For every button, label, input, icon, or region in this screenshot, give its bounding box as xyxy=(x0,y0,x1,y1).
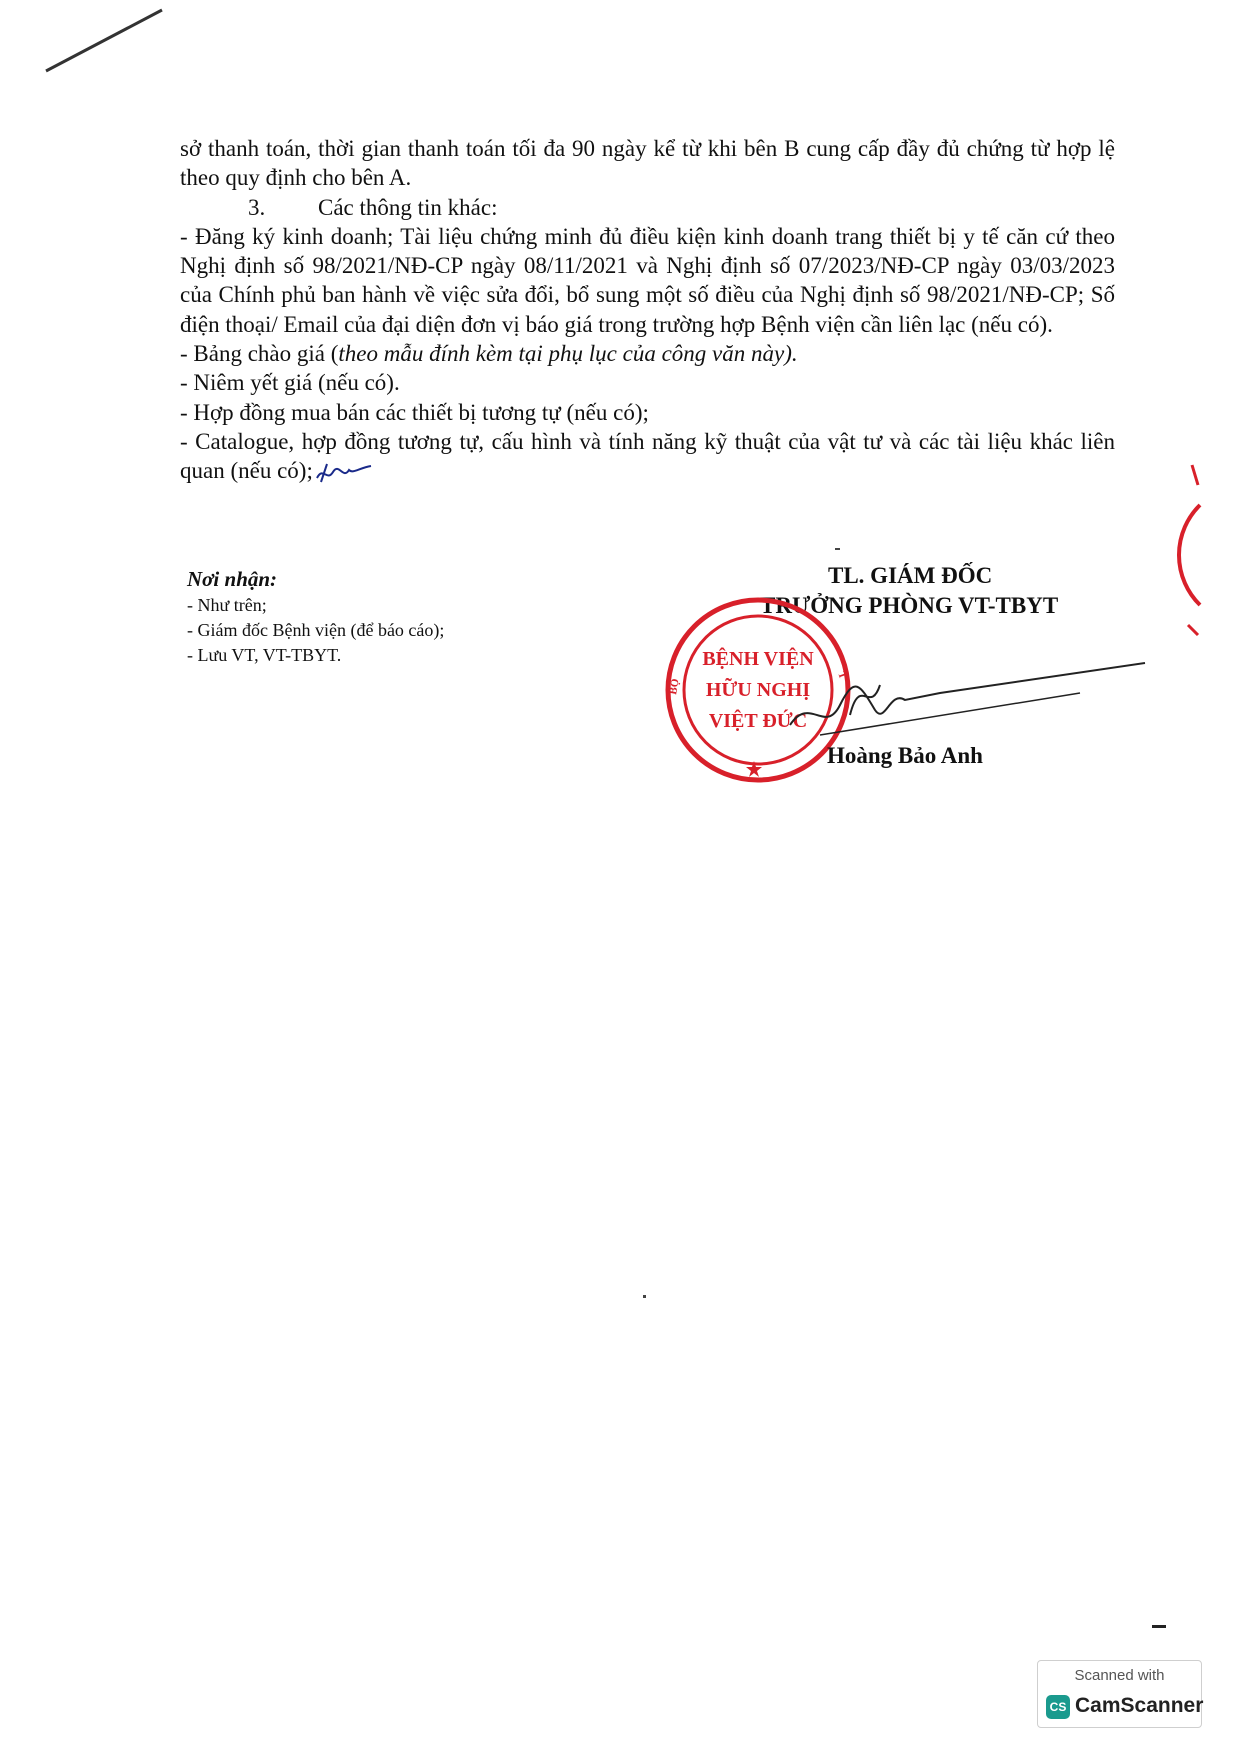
signature-title-line2: TRƯỞNG PHÒNG VT-TBYT xyxy=(760,593,1059,618)
item-3-label: Các thông tin khác: xyxy=(318,194,498,220)
scan-speck xyxy=(1152,1625,1166,1628)
signature-block xyxy=(660,555,1140,795)
camscanner-logo-icon: CS xyxy=(1046,1695,1070,1719)
paragraph-continuation: sở thanh toán, thời gian thanh toán tối đa 90 ngày kể từ khi bên B cung cấp đầy đủ chứng từ hợp lệ theo quy định cho bên A. xyxy=(180,136,1115,191)
camscanner-brand: CamScanner xyxy=(1075,1694,1204,1717)
scan-speck xyxy=(643,1295,646,1298)
recipient-item: - Lưu VT, VT-TBYT. xyxy=(187,645,342,665)
item-3-number: 3. xyxy=(248,194,266,220)
recipients-heading: Nơi nhận: xyxy=(187,567,278,591)
svg-text:BỘ: BỘ xyxy=(667,677,682,696)
bullet-contracts: - Hợp đồng mua bán các thiết bị tương tự (nếu có); xyxy=(180,399,649,425)
signature-title-line1: TL. GIÁM ĐỐC xyxy=(828,563,993,588)
bullet-price-listing: - Niêm yết giá (nếu có). xyxy=(180,370,400,396)
scan-speck xyxy=(835,548,840,550)
svg-text:VIỆT ĐỨC: VIỆT ĐỨC xyxy=(708,710,808,732)
bullet-catalogue: - Catalogue, hợp đồng tương tự, cấu hình và tính năng kỹ thuật của vật tư và các tài liệu khác liên quan (nếu có); xyxy=(180,427,1115,486)
recipients-block xyxy=(187,565,547,668)
recipient-item: - Như trên; xyxy=(187,595,267,615)
partial-stamp-edge xyxy=(1162,455,1202,655)
bullet-price-quote: - Bảng chào giá (theo mẫu đính kèm tại phụ lục của công văn này). xyxy=(180,341,798,367)
handwritten-signature xyxy=(780,655,1150,745)
bullet-business-registration: - Đăng ký kinh doanh; Tài liệu chứng minh đủ điều kiện kinh doanh trang thiết bị y tế căn cứ theo Nghị định số 98/2021/NĐ-CP ngày 08/11/2021 và Nghị định số 07/2023/NĐ-CP ngày 03/03/2023 của Chính phủ ban hành về việc sửa đổi, bổ sung một số điều của Nghị định số 98/2021/NĐ-CP; Số điện thoại/ Email của đại diện đơn vị báo giá trong trường hợp Bệnh viện cần liên lạc (nếu có). xyxy=(180,223,1115,337)
svg-text:T: T xyxy=(835,669,849,681)
svg-text:HỮU NGHỊ: HỮU NGHỊ xyxy=(705,679,811,701)
camscanner-badge xyxy=(1037,1660,1202,1728)
item-3-heading xyxy=(180,193,1115,222)
scanned-with-text: Scanned with xyxy=(1074,1667,1165,1684)
signer-name: Hoàng Bảo Anh xyxy=(827,743,983,768)
handwritten-initial-icon xyxy=(313,460,373,486)
svg-text:BỆNH VIỆN: BỆNH VIỆN xyxy=(702,648,814,670)
document-body xyxy=(180,134,1115,486)
scan-artifact-line xyxy=(44,6,164,76)
recipient-item: - Giám đốc Bệnh viện (để báo cáo); xyxy=(187,620,445,640)
